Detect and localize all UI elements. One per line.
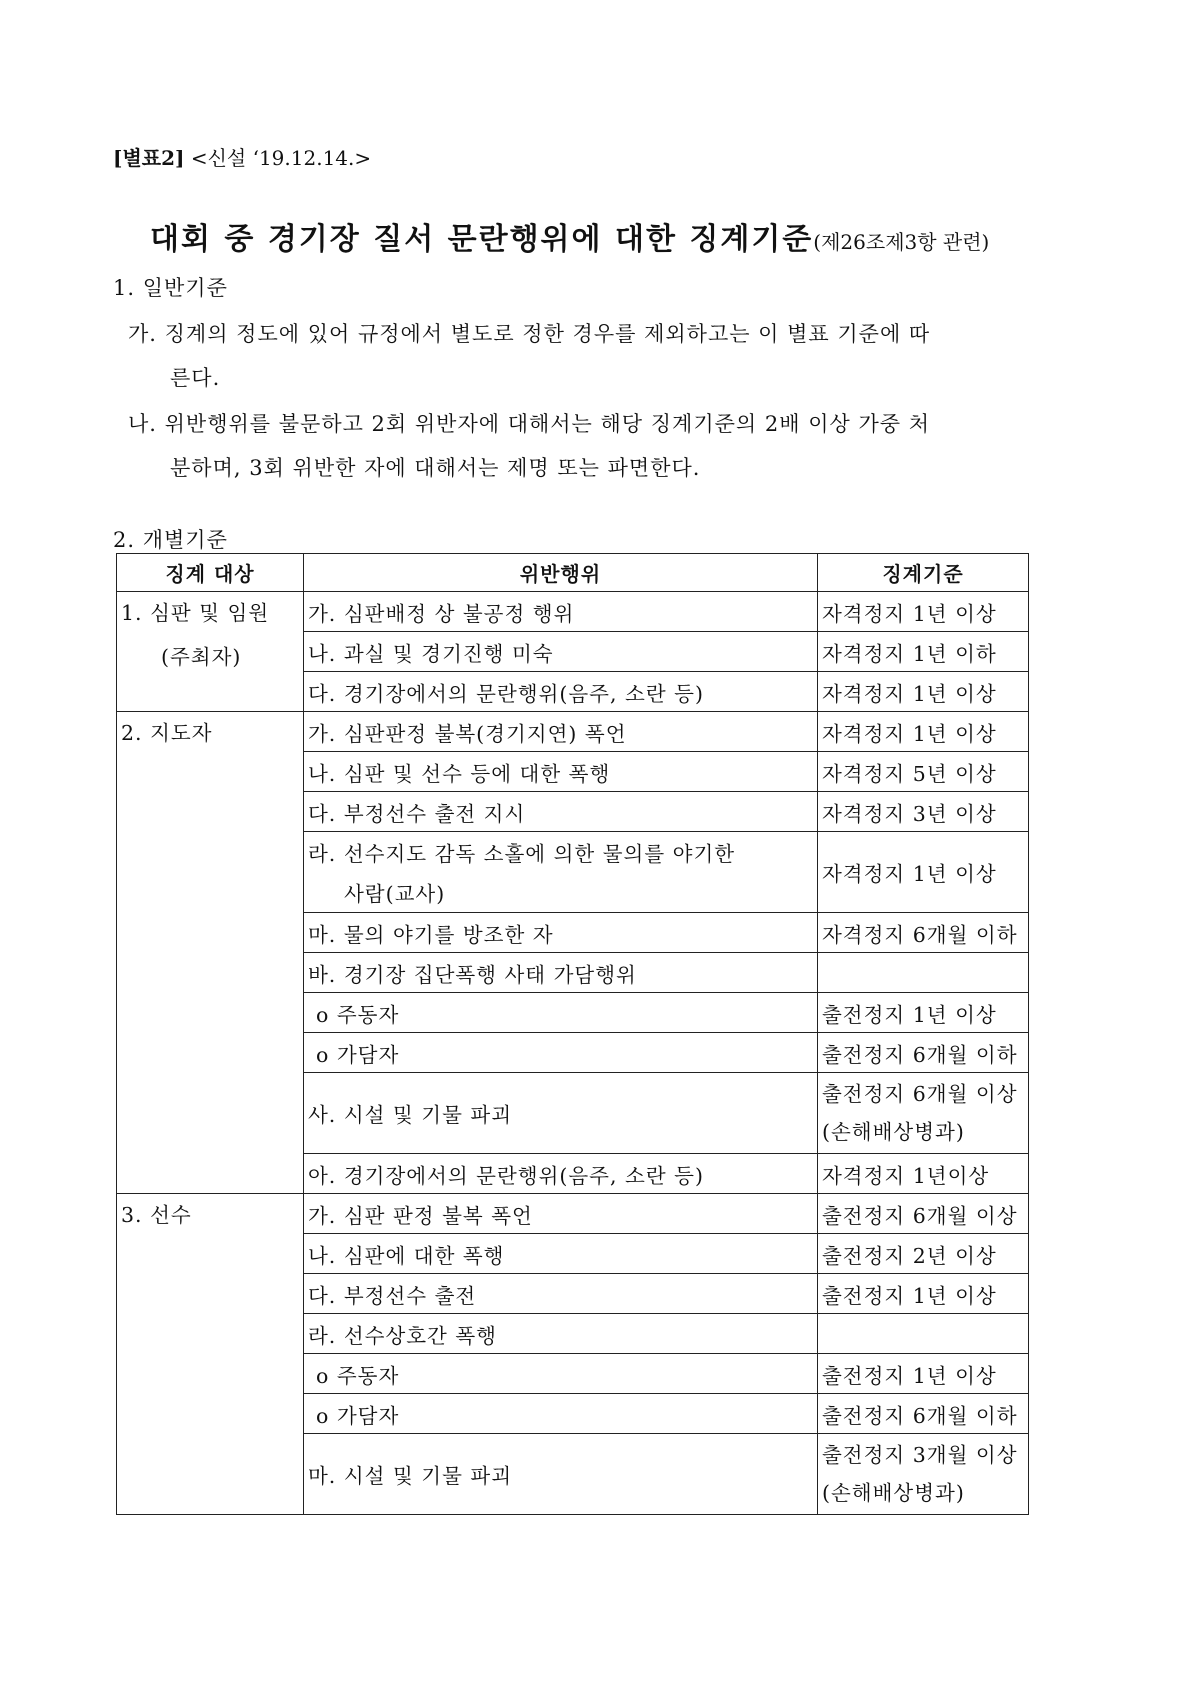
group-target-referees [117,592,304,712]
penalty-cell: 자격정지 1년 이상 [818,712,1029,752]
general-item-a-line1: 가. 징계의 정도에 있어 규정에서 별도로 정한 경우를 제외하고는 이 별표 기준에 따 [128,322,931,346]
table-row [117,592,1029,632]
violation-cell: 가. 심판 판정 불복 폭언 [304,1194,818,1234]
violation-cell: 마. 물의 야기를 방조한 자 [304,913,818,953]
violation-cell: 다. 부정선수 출전 지시 [304,792,818,832]
table-row [117,1194,1029,1234]
violation-cell: 가. 심판배정 상 불공정 행위 [304,592,818,632]
penalty-text: 출전정지 6개월 이상 [822,1082,1018,1106]
violation-cell: 나. 과실 및 경기진행 미숙 [304,632,818,672]
penalty-cell: 자격정지 1년 이상 [818,592,1029,632]
table-header-row [117,554,1029,592]
penalty-cell: 출전정지 1년 이상 [818,993,1029,1033]
general-item-b-line1: 나. 위반행위를 불문하고 2회 위반자에 대해서는 해당 징계기준의 2배 이상 가중 처 [128,412,930,436]
penalty-cell: 출전정지 2년 이상 [818,1234,1029,1274]
column-header-penalty: 징계기준 [818,554,1029,592]
penalty-cell: 출전정지 6개월 이하 [818,1033,1029,1073]
group-target-coaches [117,712,304,1194]
violation-cell: 사. 시설 및 기물 파괴 [304,1073,818,1154]
title-main: 대회 중 경기장 질서 문란행위에 대한 징계기준 [150,222,814,257]
document-title [150,214,989,258]
violation-cell: o 가담자 [304,1394,818,1434]
column-header-target: 징계 대상 [117,554,304,592]
violation-cell: 라. 선수상호간 폭행 [304,1314,818,1354]
violation-cell: o 주동자 [304,1354,818,1394]
penalty-cell: 자격정지 1년 이상 [818,672,1029,712]
violation-cell: 다. 경기장에서의 문란행위(음주, 소란 등) [304,672,818,712]
column-header-violation: 위반행위 [304,554,818,592]
penalty-text: 출전정지 3개월 이상 [822,1443,1018,1467]
penalty-text-continued: (손해배상병과) [822,1120,965,1144]
violation-text: 라. 선수지도 감독 소홀에 의한 물의를 야기한 [308,842,736,866]
violation-cell: o 주동자 [304,993,818,1033]
violation-cell: o 가담자 [304,1033,818,1073]
general-item-a-line2: 른다. [170,366,221,390]
violation-cell: 아. 경기장에서의 문란행위(음주, 소란 등) [304,1154,818,1194]
general-item-b-line2: 분하며, 3회 위반한 자에 대해서는 제명 또는 파면한다. [170,456,701,480]
penalty-cell [818,1434,1029,1515]
group-target-label: 2. 지도자 [121,721,213,745]
annex-note: <신설 ‘19.12.14.> [190,146,372,170]
penalty-cell: 출전정지 1년 이상 [818,1274,1029,1314]
violation-text-continued: 사람(교사) [344,882,446,906]
violation-cell [304,832,818,913]
penalty-text-continued: (손해배상병과) [822,1481,965,1505]
violation-cell: 나. 심판 및 선수 등에 대한 폭행 [304,752,818,792]
violation-cell: 바. 경기장 집단폭행 사태 가담행위 [304,953,818,993]
group-target-label: 3. 선수 [121,1203,192,1227]
annex-header [113,142,371,171]
penalty-cell: 출전정지 6개월 이하 [818,1394,1029,1434]
table-row [117,712,1029,752]
penalty-cell: 출전정지 1년 이상 [818,1354,1029,1394]
penalty-cell: 자격정지 1년 이하 [818,632,1029,672]
group-target-label: 1. 심판 및 임원 [121,601,270,625]
violation-cell: 가. 심판판정 불복(경기지연) 폭언 [304,712,818,752]
penalty-cell: 자격정지 1년 이상 [818,832,1029,913]
group-target-players [117,1194,304,1515]
discipline-table [116,553,1029,1515]
penalty-cell: 자격정지 1년이상 [818,1154,1029,1194]
annex-label: [별표2] [113,146,185,170]
violation-cell: 마. 시설 및 기물 파괴 [304,1434,818,1515]
group-target-sublabel: (주최자) [161,645,242,669]
individual-heading: 2. 개별기준 [113,528,228,552]
general-heading: 1. 일반기준 [113,276,228,300]
penalty-cell [818,1073,1029,1154]
penalty-cell [818,953,1029,993]
title-reference: (제26조제3항 관련) [813,230,990,254]
penalty-cell [818,1314,1029,1354]
penalty-cell: 자격정지 6개월 이하 [818,913,1029,953]
penalty-cell: 자격정지 3년 이상 [818,792,1029,832]
penalty-cell: 자격정지 5년 이상 [818,752,1029,792]
violation-cell: 다. 부정선수 출전 [304,1274,818,1314]
penalty-cell: 출전정지 6개월 이상 [818,1194,1029,1234]
violation-cell: 나. 심판에 대한 폭행 [304,1234,818,1274]
